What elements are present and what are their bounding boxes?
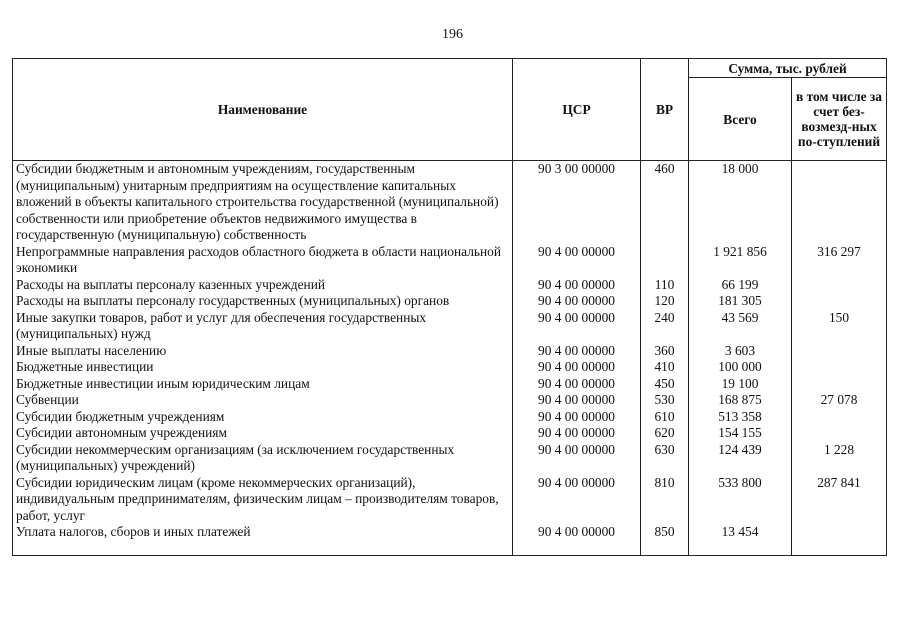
cell-total: 3 603 [689,343,792,360]
cell-name: Расходы на выплаты персоналу государственных (муниципальных) органов [13,293,513,310]
table-row [13,293,887,310]
cell-name: Субсидии некоммерческим организациям (за исключением государственных (муниципальных) учреждений) [13,442,513,475]
cell-gratuitous: 150 [792,310,887,343]
table-bottom-spacer [13,541,887,556]
cell-csr: 90 4 00 00000 [513,425,641,442]
cell-vr: 610 [641,409,689,426]
cell-csr: 90 4 00 00000 [513,475,641,525]
cell-total: 154 155 [689,425,792,442]
cell-csr: 90 4 00 00000 [513,524,641,541]
cell-total: 533 800 [689,475,792,525]
cell-gratuitous: 316 297 [792,244,887,277]
cell-gratuitous [792,409,887,426]
table-row [13,409,887,426]
header-vr: ВР [641,59,689,161]
cell-csr: 90 4 00 00000 [513,293,641,310]
table-row [13,376,887,393]
cell-gratuitous: 1 228 [792,442,887,475]
cell-name: Непрограммные направления расходов областного бюджета в области национальной экономики [13,244,513,277]
table-row [13,277,887,294]
cell-total: 100 000 [689,359,792,376]
budget-table [12,58,887,556]
cell-vr: 450 [641,376,689,393]
cell-name: Расходы на выплаты персоналу казенных учреждений [13,277,513,294]
cell-csr: 90 4 00 00000 [513,359,641,376]
header-csr: ЦСР [513,59,641,161]
cell-total: 1 921 856 [689,244,792,277]
cell-gratuitous [792,293,887,310]
cell-gratuitous [792,376,887,393]
cell-name: Иные выплаты населению [13,343,513,360]
cell-vr: 630 [641,442,689,475]
header-sum-group: Сумма, тыс. рублей [689,59,887,78]
header-name: Наименование [13,59,513,161]
cell-csr: 90 4 00 00000 [513,244,641,277]
cell-csr: 90 4 00 00000 [513,310,641,343]
cell-csr: 90 4 00 00000 [513,277,641,294]
cell-vr: 120 [641,293,689,310]
cell-csr: 90 3 00 00000 [513,161,641,244]
table-row [13,442,887,475]
empty-cell [792,541,887,556]
cell-vr: 410 [641,359,689,376]
cell-vr: 850 [641,524,689,541]
cell-vr: 810 [641,475,689,525]
cell-total: 13 454 [689,524,792,541]
cell-name: Субсидии юридическим лицам (кроме некоммерческих организаций), индивидуальным предпринимателям, физическим лицам – производителям товаров, работ, услуг [13,475,513,525]
cell-vr [641,244,689,277]
cell-gratuitous [792,524,887,541]
cell-vr: 240 [641,310,689,343]
cell-gratuitous [792,359,887,376]
cell-total: 124 439 [689,442,792,475]
cell-name: Субсидии бюджетным и автономным учреждениям, государственным (муниципальным) унитарным предприятиям на осуществление капитальных вложений в объекты капитального строительства государственной (муниципальной) собственности или приобретение объектов недвижимого имущества в государственную (муниципальную) собственность [13,161,513,244]
header-total: Всего [689,78,792,161]
cell-gratuitous: 27 078 [792,392,887,409]
cell-gratuitous [792,277,887,294]
table-row [13,524,887,541]
table-row [13,310,887,343]
cell-vr: 460 [641,161,689,244]
table-row [13,475,887,525]
cell-name: Бюджетные инвестиции [13,359,513,376]
cell-name: Субвенции [13,392,513,409]
cell-gratuitous: 287 841 [792,475,887,525]
cell-vr: 110 [641,277,689,294]
table-row [13,425,887,442]
table-row [13,343,887,360]
header-gratuitous: в том числе за счет без-возмезд-ных по-ступлений [792,78,887,161]
cell-name: Уплата налогов, сборов и иных платежей [13,524,513,541]
cell-total: 66 199 [689,277,792,294]
table-row [13,392,887,409]
page-number: 196 [442,27,463,42]
table-row [13,161,887,244]
table-row [13,244,887,277]
empty-cell [13,541,513,556]
cell-csr: 90 4 00 00000 [513,392,641,409]
table-row [13,359,887,376]
cell-name: Субсидии бюджетным учреждениям [13,409,513,426]
cell-vr: 620 [641,425,689,442]
cell-total: 168 875 [689,392,792,409]
cell-total: 181 305 [689,293,792,310]
cell-total: 43 569 [689,310,792,343]
cell-gratuitous [792,343,887,360]
cell-total: 18 000 [689,161,792,244]
cell-csr: 90 4 00 00000 [513,343,641,360]
cell-csr: 90 4 00 00000 [513,409,641,426]
empty-cell [689,541,792,556]
cell-csr: 90 4 00 00000 [513,376,641,393]
cell-name: Бюджетные инвестиции иным юридическим лицам [13,376,513,393]
cell-vr: 530 [641,392,689,409]
cell-name: Иные закупки товаров, работ и услуг для обеспечения государственных (муниципальных) нужд [13,310,513,343]
cell-vr: 360 [641,343,689,360]
empty-cell [513,541,641,556]
cell-csr: 90 4 00 00000 [513,442,641,475]
cell-gratuitous [792,161,887,244]
cell-total: 19 100 [689,376,792,393]
empty-cell [641,541,689,556]
cell-total: 513 358 [689,409,792,426]
cell-name: Субсидии автономным учреждениям [13,425,513,442]
cell-gratuitous [792,425,887,442]
